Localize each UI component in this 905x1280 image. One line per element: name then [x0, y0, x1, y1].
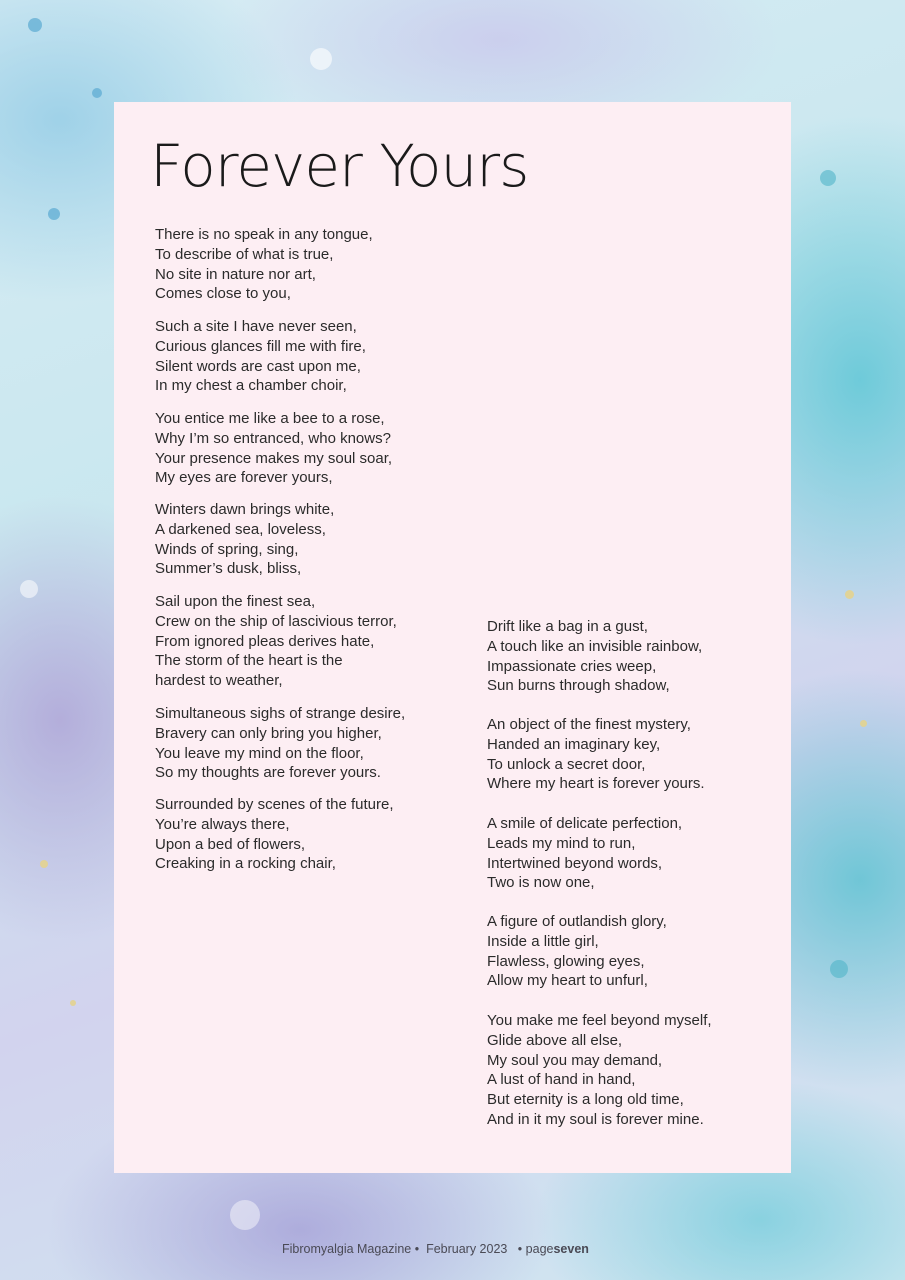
- stanza: [487, 1011, 712, 1130]
- poem-line: Intertwined beyond words,: [487, 854, 663, 872]
- poem-line: Surrounded by scenes of the future,: [155, 796, 394, 813]
- paint-fleck: [310, 48, 332, 70]
- poem-line: A darkened sea, loveless,: [155, 520, 326, 538]
- paint-fleck: [860, 720, 867, 727]
- poem-line: Upon a bed of flowers,: [155, 835, 306, 853]
- poem-line: hardest to weather,: [155, 672, 283, 690]
- poem-line: A figure of outlandish glory,: [487, 913, 667, 930]
- paint-fleck: [48, 208, 60, 220]
- poem-line: Curious glances fill me with fire,: [155, 337, 366, 355]
- paint-fleck: [28, 18, 42, 32]
- poem-line: A smile of delicate perfection,: [487, 815, 683, 832]
- poem-line: Sail upon the finest sea,: [155, 593, 316, 610]
- poem-line: Winters dawn brings white,: [155, 501, 335, 518]
- poem-line: Leads my mind to run,: [487, 834, 636, 852]
- stanza: [155, 500, 334, 579]
- stanza: [487, 617, 702, 696]
- poem-line: Handed an imaginary key,: [487, 735, 661, 753]
- poem-line: No site in nature nor art,: [155, 265, 316, 283]
- page-footer: [282, 1242, 589, 1256]
- paint-fleck: [830, 960, 848, 978]
- paint-fleck: [20, 580, 38, 598]
- page-word: seven: [553, 1242, 589, 1256]
- poem-line: Two is now one,: [487, 874, 595, 892]
- poem-line: Such a site I have never seen,: [155, 318, 357, 335]
- poem-line: From ignored pleas derives hate,: [155, 632, 375, 650]
- poem-line: Simultaneous sighs of strange desire,: [155, 705, 406, 722]
- poem-line: Winds of spring, sing,: [155, 540, 299, 558]
- poem-line: Why I’m so entranced, who knows?: [155, 429, 391, 447]
- poem-line: Impassionate cries weep,: [487, 657, 657, 675]
- magazine-name: Fibromyalgia Magazine: [282, 1242, 412, 1256]
- poem-line: Drift like a bag in a gust,: [487, 618, 648, 635]
- paint-fleck: [92, 88, 102, 98]
- poem-line: A lust of hand in hand,: [487, 1071, 636, 1089]
- stanza: [155, 704, 405, 783]
- poem-line: An object of the finest mystery,: [487, 716, 691, 733]
- stanza: [155, 225, 373, 304]
- poem-line: So my thoughts are forever yours.: [155, 764, 381, 782]
- issue-date: February 2023: [426, 1242, 508, 1256]
- poem-line: Where my heart is forever yours.: [487, 775, 705, 793]
- poem-line: Allow my heart to unfurl,: [487, 972, 648, 990]
- poem-line: You’re always there,: [155, 815, 290, 833]
- poem-line: Glide above all else,: [487, 1031, 623, 1049]
- poem-title: Forever Yours: [150, 132, 529, 200]
- poem-line: Inside a little girl,: [487, 932, 599, 950]
- poem-line: In my chest a chamber choir,: [155, 377, 347, 395]
- stanza: [155, 592, 397, 691]
- poem-line: You entice me like a bee to a rose,: [155, 410, 385, 427]
- stanza: [155, 795, 393, 874]
- poem-line: Summer’s dusk, bliss,: [155, 560, 302, 578]
- poem-line: To unlock a secret door,: [487, 755, 646, 773]
- footer-separator: •: [414, 1242, 420, 1256]
- poem-line: You leave my mind on the floor,: [155, 744, 364, 762]
- poem-line: And in it my soul is forever mine.: [487, 1110, 704, 1128]
- poem-line: Sun burns through shadow,: [487, 677, 670, 695]
- paint-fleck: [820, 170, 836, 186]
- stanza: [487, 715, 705, 794]
- paint-fleck: [845, 590, 854, 599]
- stanza: [155, 317, 366, 396]
- stanza: [487, 912, 667, 991]
- page-prefix: page: [525, 1242, 554, 1256]
- poem-line: Your presence makes my soul soar,: [155, 449, 393, 467]
- poem-line: Bravery can only bring you higher,: [155, 724, 382, 742]
- poem-line: A touch like an invisible rainbow,: [487, 637, 703, 655]
- poem-line: My eyes are forever yours,: [155, 469, 333, 487]
- poem-line: There is no speak in any tongue,: [155, 226, 373, 243]
- paint-fleck: [40, 860, 48, 868]
- poem-line: But eternity is a long old time,: [487, 1091, 684, 1109]
- poem-line: The storm of the heart is the: [155, 652, 343, 670]
- footer-separator: •: [517, 1242, 523, 1256]
- poem-line: Creaking in a rocking chair,: [155, 855, 336, 873]
- poem-line: You make me feel beyond myself,: [487, 1012, 712, 1029]
- poem-line: To describe of what is true,: [155, 245, 334, 263]
- poem-line: Comes close to you,: [155, 285, 291, 303]
- page-number: [526, 1242, 589, 1256]
- poem-line: Crew on the ship of lascivious terror,: [155, 612, 397, 630]
- poem-line: Flawless, glowing eyes,: [487, 952, 645, 970]
- stanza: [155, 409, 392, 488]
- poem-line: Silent words are cast upon me,: [155, 357, 361, 375]
- paint-fleck: [230, 1200, 260, 1230]
- poem-line: My soul you may demand,: [487, 1051, 663, 1069]
- paint-fleck: [70, 1000, 76, 1006]
- stanza: [487, 814, 682, 893]
